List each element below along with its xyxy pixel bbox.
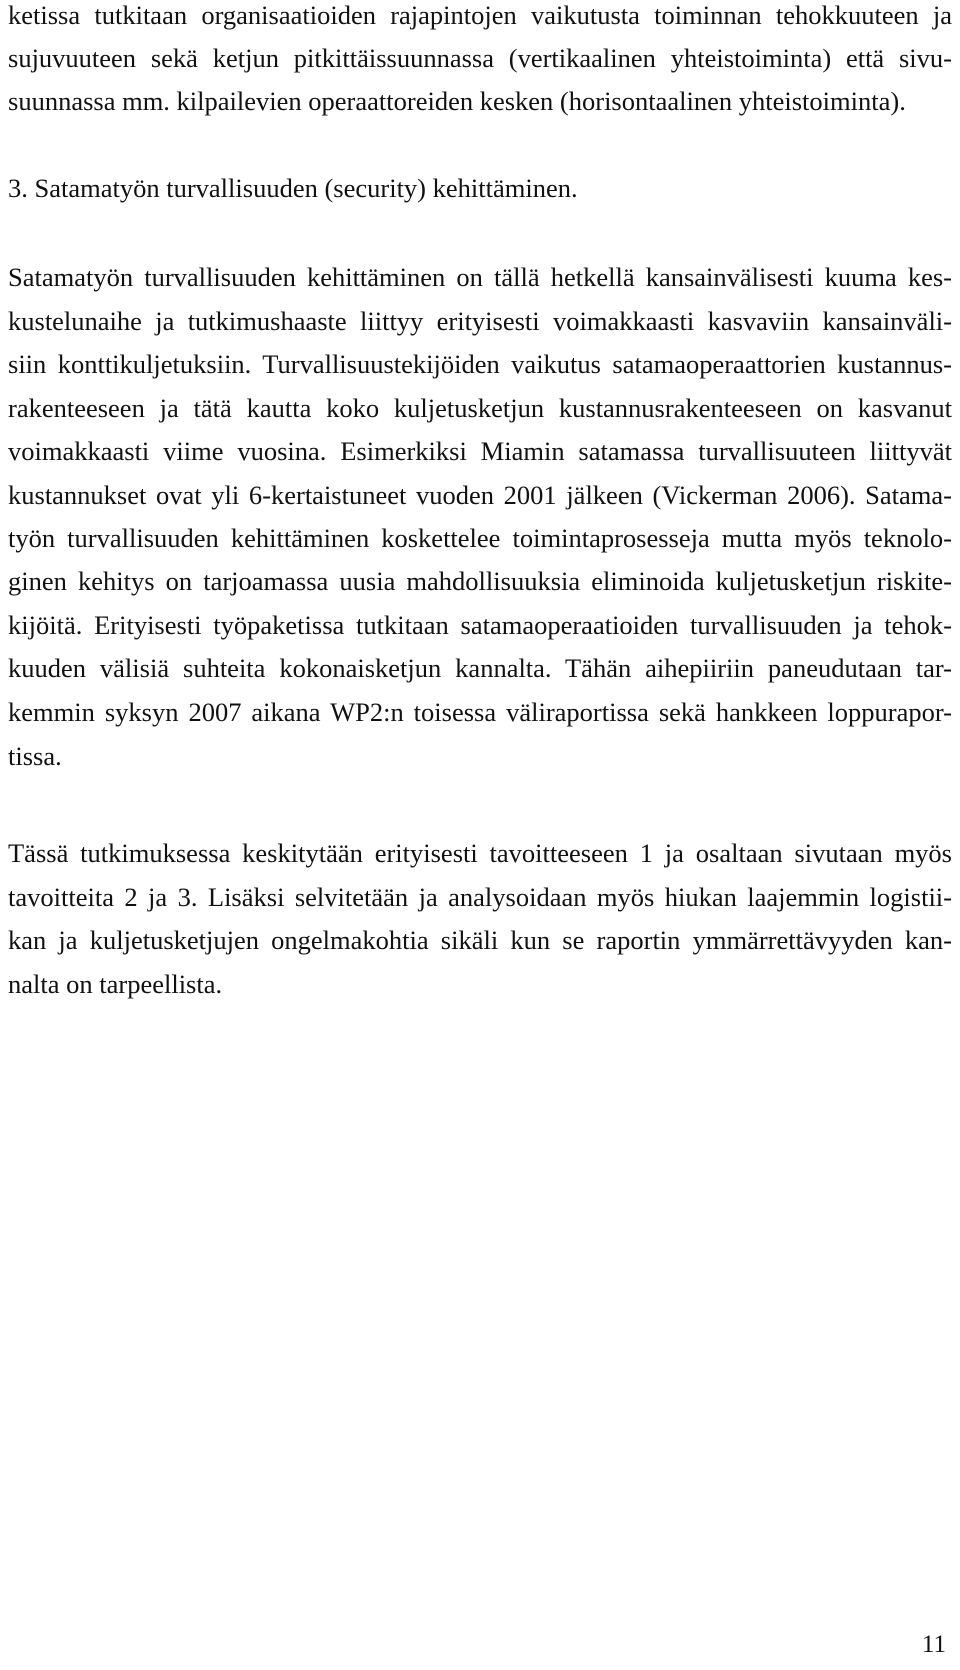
text-line: voimakkaasti viime vuosina. Esimerkiksi Miamin satamassa turvallisuuteen liittyvät xyxy=(8,436,952,466)
text-line: tissa. xyxy=(8,741,62,771)
text-line: nalta on tarpeellista. xyxy=(8,969,223,999)
text-line: kustelunaihe ja tutkimushaaste liittyy erityisesti voimakkaasti kasvaviin kansainväli- xyxy=(8,306,952,336)
section-heading: 3. Satamatyön turvallisuuden (security) kehittäminen. xyxy=(8,173,578,203)
text-line: tavoitteita 2 ja 3. Lisäksi selvitetään ja analysoidaan myös hiukan laajemmin logistii- xyxy=(8,882,952,912)
text-line: sujuvuuteen sekä ketjun pitkittäissuunnassa (vertikaalinen yhteistoiminta) että sivu- xyxy=(8,43,952,73)
text-line: ketissa tutkitaan organisaatioiden rajapintojen vaikutusta toiminnan tehokkuuteen ja xyxy=(8,0,952,30)
text-line: kemmin syksyn 2007 aikana WP2:n toisessa väliraportissa sekä hankkeen loppurapor- xyxy=(8,697,952,727)
page-number: 11 xyxy=(921,1631,946,1658)
text-line: Satamatyön turvallisuuden kehittäminen on tällä hetkellä kansainvälisesti kuuma kes- xyxy=(8,262,952,292)
text-line: ginen kehitys on tarjoamassa uusia mahdollisuuksia eliminoida kuljetusketjun riskite- xyxy=(8,566,952,596)
text-line: työn turvallisuuden kehittäminen koskettelee toimintaprosesseja mutta myös teknolo- xyxy=(8,523,952,553)
text-line: suunnassa mm. kilpailevien operaattoreiden kesken (horisontaalinen yhteistoiminta). xyxy=(8,86,906,116)
text-line: kuuden välisiä suhteita kokonaisketjun kannalta. Tähän aihepiiriin paneudutaan tar- xyxy=(8,653,952,683)
text-line: kijöitä. Erityisesti työpaketissa tutkitaan satamaoperaatioiden turvallisuuden ja tehok- xyxy=(8,610,952,640)
text-line: rakenteeseen ja tätä kautta koko kuljetusketjun kustannusrakenteeseen on kasvanut xyxy=(8,393,952,423)
text-line: kustannukset ovat yli 6-kertaistuneet vuoden 2001 jälkeen (Vickerman 2006). Satama- xyxy=(8,480,952,510)
text-line: Tässä tutkimuksessa keskitytään erityisesti tavoitteeseen 1 ja osaltaan sivutaan myös xyxy=(8,838,952,868)
text-line: kan ja kuljetusketjujen ongelmakohtia sikäli kun se raportin ymmärrettävyyden kan- xyxy=(8,925,952,955)
text-line: siin konttikuljetuksiin. Turvallisuustekijöiden vaikutus satamaoperaattorien kustannus- xyxy=(8,349,952,379)
